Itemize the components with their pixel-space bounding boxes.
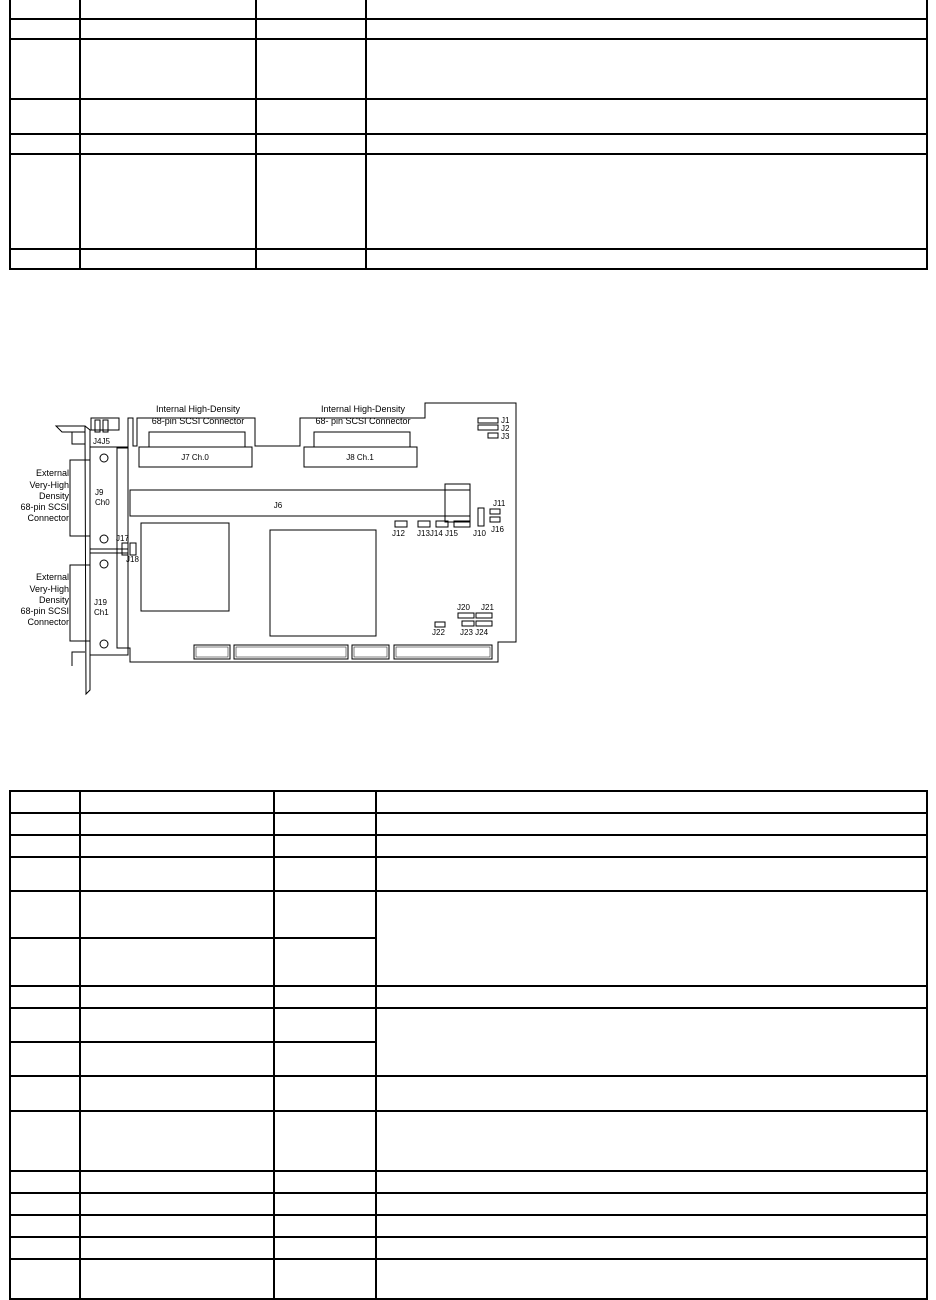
table-cell (274, 1237, 376, 1259)
table-row (10, 813, 927, 835)
table-cell (274, 986, 376, 1008)
j10-label: J10 (473, 529, 486, 538)
table-cell (80, 1259, 274, 1299)
external-ch1-label-2: Very-High (29, 584, 69, 594)
table-cell (376, 1008, 927, 1076)
table-cell (366, 39, 927, 99)
table-cell (376, 835, 927, 857)
table-cell (376, 791, 927, 813)
bottom-table (9, 790, 928, 1300)
table-row (10, 1237, 927, 1259)
table-cell (80, 791, 274, 813)
j12-label: J12 (392, 529, 405, 538)
table-cell (80, 835, 274, 857)
table-cell (274, 1008, 376, 1042)
table-cell (274, 1171, 376, 1193)
top-table (9, 0, 928, 270)
j9-label-1: J9 (95, 488, 104, 497)
table-cell (256, 0, 366, 19)
table-cell (80, 1076, 274, 1111)
table-cell (376, 1111, 927, 1171)
j6-label: J6 (273, 501, 283, 510)
table-cell (80, 154, 256, 249)
j19-label-2: Ch1 (94, 608, 109, 617)
table-cell (376, 986, 927, 1008)
table-cell (274, 813, 376, 835)
table-row (10, 154, 927, 249)
table-cell (10, 39, 80, 99)
table-cell (80, 1111, 274, 1171)
table-cell (10, 791, 80, 813)
table-row (10, 791, 927, 813)
table-row (10, 986, 927, 1008)
j18-label: J18 (126, 555, 139, 564)
table-cell (366, 19, 927, 39)
table-cell (10, 857, 80, 891)
chip-center (270, 530, 376, 636)
table-cell (256, 154, 366, 249)
table-cell (256, 134, 366, 154)
table-cell (376, 1237, 927, 1259)
table-row (10, 835, 927, 857)
table-cell (376, 1215, 927, 1237)
connector-label-left-1: Internal High-Density (155, 404, 241, 414)
j1-label: J1 (501, 416, 510, 425)
j16-label: J16 (491, 525, 504, 534)
external-ch1-label-3: Density (38, 595, 69, 605)
table-row (10, 99, 927, 134)
table-row (10, 1171, 927, 1193)
table-cell (80, 99, 256, 134)
connector-label-right-2: 68- pin SCSI Connector (315, 416, 411, 426)
table-cell (80, 134, 256, 154)
table-cell (10, 1259, 80, 1299)
table-cell (80, 1193, 274, 1215)
table-cell (10, 891, 80, 938)
table-cell (10, 154, 80, 249)
table-cell (80, 1042, 274, 1076)
table-cell (10, 1042, 80, 1076)
table-row (10, 1008, 927, 1042)
j13-j14-j15-label: J13J14 J15 (417, 529, 458, 538)
table-row (10, 39, 927, 99)
external-ch0-label-1: External (35, 468, 69, 478)
external-ch0-label-2: Very-High (29, 480, 69, 490)
external-ch1-label-4: 68-pin SCSI (20, 606, 69, 616)
table-cell (256, 249, 366, 269)
table-cell (366, 99, 927, 134)
table-cell (80, 813, 274, 835)
connector-label-right-1: Internal High-Density (320, 404, 406, 414)
table-cell (80, 1008, 274, 1042)
table-cell (10, 1193, 80, 1215)
table-cell (10, 986, 80, 1008)
table-cell (10, 1111, 80, 1171)
table-cell (80, 1237, 274, 1259)
j20-label: J20 (457, 603, 470, 612)
external-ch0-label-4: 68-pin SCSI (20, 502, 69, 512)
table-cell (80, 986, 274, 1008)
external-ch1-label-1: External (35, 572, 69, 582)
j19-label-1: J19 (94, 598, 107, 607)
table-cell (274, 1111, 376, 1171)
table-cell (256, 39, 366, 99)
scsi-board-diagram (0, 395, 530, 700)
table-cell (80, 891, 274, 938)
table-cell (10, 813, 80, 835)
external-ch0-label-5: Connector (27, 513, 69, 523)
table-cell (10, 1076, 80, 1111)
table-cell (274, 1193, 376, 1215)
table-row (10, 134, 927, 154)
table-cell (80, 19, 256, 39)
table-cell (274, 857, 376, 891)
table-cell (376, 1193, 927, 1215)
table-cell (80, 39, 256, 99)
table-cell (80, 857, 274, 891)
j6-connector (130, 490, 470, 516)
table-cell (80, 0, 256, 19)
table-cell (256, 99, 366, 134)
j2-label: J2 (501, 424, 510, 433)
table-row (10, 891, 927, 938)
table-cell (80, 1215, 274, 1237)
table-cell (10, 1237, 80, 1259)
table-cell (274, 1215, 376, 1237)
j11-label: J11 (493, 499, 506, 508)
table-cell (274, 791, 376, 813)
j4j5-label: J4J5 (93, 437, 110, 446)
j22-label: J22 (432, 628, 445, 637)
table-row (10, 0, 927, 19)
table-cell (10, 1215, 80, 1237)
table-row (10, 1076, 927, 1111)
table-cell (274, 891, 376, 938)
table-cell (80, 1171, 274, 1193)
table-row (10, 249, 927, 269)
table-cell (376, 1076, 927, 1111)
table-cell (274, 835, 376, 857)
table-cell (10, 0, 80, 19)
table-cell (366, 0, 927, 19)
table-row (10, 1193, 927, 1215)
mounting-bracket (56, 426, 85, 432)
table-cell (256, 19, 366, 39)
table-cell (376, 857, 927, 891)
j7-label: J7 Ch.0 (181, 453, 209, 462)
table-cell (376, 891, 927, 986)
table-cell (274, 938, 376, 986)
table-cell (274, 1042, 376, 1076)
j21-label: J21 (481, 603, 494, 612)
table-cell (10, 1171, 80, 1193)
table-cell (80, 938, 274, 986)
table-cell (10, 249, 80, 269)
table-cell (10, 99, 80, 134)
table-cell (10, 134, 80, 154)
connector-label-left-2: 68-pin SCSI Connector (151, 416, 245, 426)
table-row (10, 1259, 927, 1299)
table-cell (10, 835, 80, 857)
table-row (10, 857, 927, 891)
j3-label: J3 (501, 432, 510, 441)
table-cell (80, 249, 256, 269)
chip-left (141, 523, 229, 611)
j23-j24-label: J23 J24 (460, 628, 489, 637)
table-row (10, 1215, 927, 1237)
j17-label: J17 (116, 534, 129, 543)
external-ch1-label-5: Connector (27, 617, 69, 627)
table-cell (376, 813, 927, 835)
j9-label-2: Ch0 (95, 498, 110, 507)
table-cell (366, 154, 927, 249)
table-cell (10, 19, 80, 39)
table-cell (10, 1008, 80, 1042)
table-cell (376, 1259, 927, 1299)
table-cell (376, 1171, 927, 1193)
table-cell (274, 1076, 376, 1111)
table-row (10, 19, 927, 39)
table-row (10, 1111, 927, 1171)
table-cell (10, 938, 80, 986)
table-cell (366, 249, 927, 269)
external-ch0-label-3: Density (38, 491, 69, 501)
table-cell (366, 134, 927, 154)
j8-label: J8 Ch.1 (346, 453, 374, 462)
table-cell (274, 1259, 376, 1299)
